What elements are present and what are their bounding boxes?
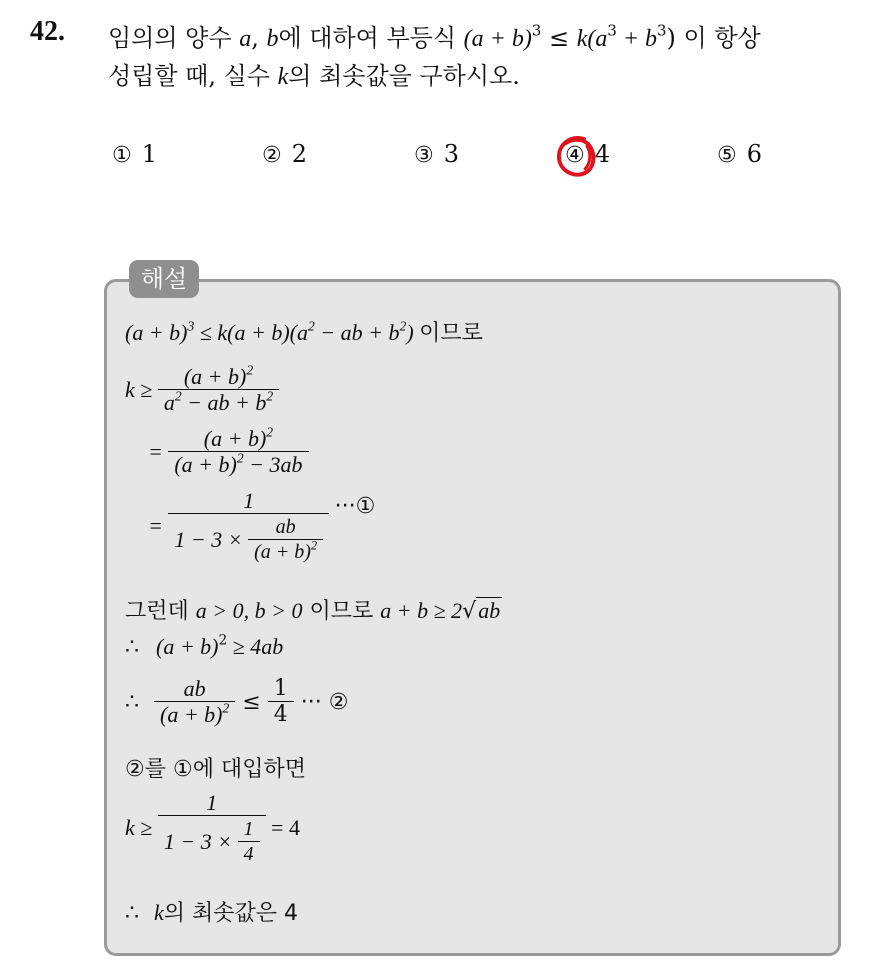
exp: 2 [222, 700, 230, 716]
inner-fraction [248, 516, 323, 564]
fraction [158, 364, 279, 417]
tail: ···① [334, 493, 376, 519]
q-ineq-close: ) [666, 24, 676, 52]
q-exp: 3 [607, 21, 617, 40]
tail: ··· ② [300, 689, 349, 715]
exp: 2 [307, 318, 315, 334]
answer-circle-mark [554, 133, 598, 181]
therefore: ∴ [125, 635, 139, 660]
exp: 2 [266, 388, 274, 404]
solution-line-6 [125, 634, 283, 660]
inner-fraction [238, 818, 260, 866]
question-number: 42. [30, 16, 65, 47]
fraction [168, 426, 308, 479]
denominator: 4 [273, 702, 288, 728]
numerator: 1 [238, 818, 260, 842]
solution-line-8 [125, 752, 306, 783]
lhs: k ≥ [125, 815, 153, 841]
denominator: (a + b) [160, 702, 223, 728]
q-var-b: b [266, 26, 279, 52]
choice-2[interactable] [262, 140, 307, 168]
q-var-a: a [239, 26, 252, 52]
denominator: 1 − 3 × [174, 527, 243, 553]
q-ineq-left: (a + b) [463, 26, 532, 52]
numerator: (a + b) [203, 426, 267, 451]
numerator: ab [154, 676, 235, 702]
answer-choices [0, 140, 884, 180]
denominator: a [163, 390, 175, 416]
math-k: k [154, 900, 164, 925]
sqrt-content: ab [478, 598, 501, 623]
fraction [268, 676, 294, 729]
therefore: ∴ [125, 901, 139, 926]
fraction [154, 676, 235, 729]
math: (a + b) [125, 320, 188, 345]
math: ) [406, 320, 414, 345]
exp: 2 [399, 318, 407, 334]
question-line-2 [108, 56, 520, 91]
choice-value: 6 [746, 140, 763, 168]
math: a + b ≥ 2 [380, 598, 463, 623]
leq: ≤ [242, 689, 261, 715]
text: 그런데 [125, 599, 189, 624]
choice-value: 3 [443, 140, 460, 168]
q-text: 임의의 양수 [108, 24, 232, 52]
choice-1[interactable] [112, 140, 157, 168]
q-text: 성립할 때, 실수 [108, 62, 270, 90]
exp: 2 [310, 538, 318, 553]
fraction [158, 790, 266, 866]
solution-fraction-2 [148, 426, 309, 479]
q-k: k [576, 26, 588, 52]
text: 이므로 [419, 321, 483, 346]
text: 의 최솟값은 4 [163, 901, 299, 926]
text: 이므로 [309, 599, 374, 624]
choice-5[interactable] [717, 140, 762, 168]
therefore: ∴ [125, 689, 139, 715]
question-line-1 [108, 18, 761, 53]
exp: 2 [266, 424, 274, 440]
text: ②를 ①에 대입하면 [125, 757, 306, 782]
solution-fraction-1 [125, 364, 279, 417]
q-ineq-b: + b [616, 26, 658, 52]
denominator: − 3ab [243, 452, 303, 478]
q-k: k [277, 64, 289, 90]
fraction [168, 488, 329, 564]
q-ineq-a: (a [587, 26, 608, 52]
math: ≤ k(a + b)(a [194, 320, 308, 345]
numerator: ab [248, 516, 323, 540]
lhs: = [148, 439, 163, 465]
exp: 2 [246, 362, 254, 378]
choice-mark: ⑤ [717, 143, 737, 168]
q-text: 에 대하여 부등식 [278, 24, 457, 52]
choice-value: 1 [141, 140, 158, 168]
q-exp: 3 [531, 21, 542, 40]
solution-tag: 해설 [129, 260, 199, 298]
choice-mark: ③ [414, 143, 434, 168]
q-leq: ≤ [548, 24, 570, 52]
solution-line-10 [125, 896, 298, 927]
solution-line-1 [125, 316, 483, 347]
math: (a + b) [156, 634, 219, 659]
math: a > 0, b > 0 [195, 598, 303, 623]
exp: 2 [218, 632, 228, 649]
numerator: 1 [168, 488, 329, 514]
solution-line-7 [125, 676, 348, 729]
exp: 2 [236, 450, 244, 466]
choice-value: 4 [594, 140, 611, 168]
denominator: (a + b) [254, 541, 311, 564]
numerator: 1 [268, 676, 294, 702]
q-exp: 3 [657, 21, 667, 40]
exp: 2 [174, 388, 182, 404]
numerator: (a + b) [183, 364, 247, 389]
exp: 3 [187, 318, 195, 334]
denominator: (a + b) [174, 452, 237, 478]
choice-value: 2 [291, 140, 308, 168]
solution-line-5: 그런데 a > 0, b > 0 이므로 a + b ≥ 2√ab [125, 598, 501, 624]
denominator: 1 − 3 × [163, 829, 233, 855]
choice-mark: ④ [565, 143, 585, 168]
denominator: − ab + b [181, 390, 267, 416]
numerator: 1 [158, 790, 266, 816]
rhs: = 4 [271, 815, 300, 841]
denominator: 4 [243, 843, 254, 866]
math: ≥ 4ab [227, 634, 284, 659]
choice-mark: ① [112, 143, 132, 168]
q-comma: , [251, 24, 259, 52]
lhs: k ≥ [125, 377, 153, 403]
choice-mark: ② [262, 143, 282, 168]
solution-fraction-3 [148, 488, 375, 564]
math: − ab + b [314, 320, 400, 345]
choice-3[interactable] [414, 140, 459, 168]
lhs: = [148, 513, 163, 539]
q-text: 의 최솟값을 구하시오. [288, 62, 520, 90]
solution-fraction-4 [125, 790, 300, 866]
q-text: 이 항상 [683, 24, 761, 52]
